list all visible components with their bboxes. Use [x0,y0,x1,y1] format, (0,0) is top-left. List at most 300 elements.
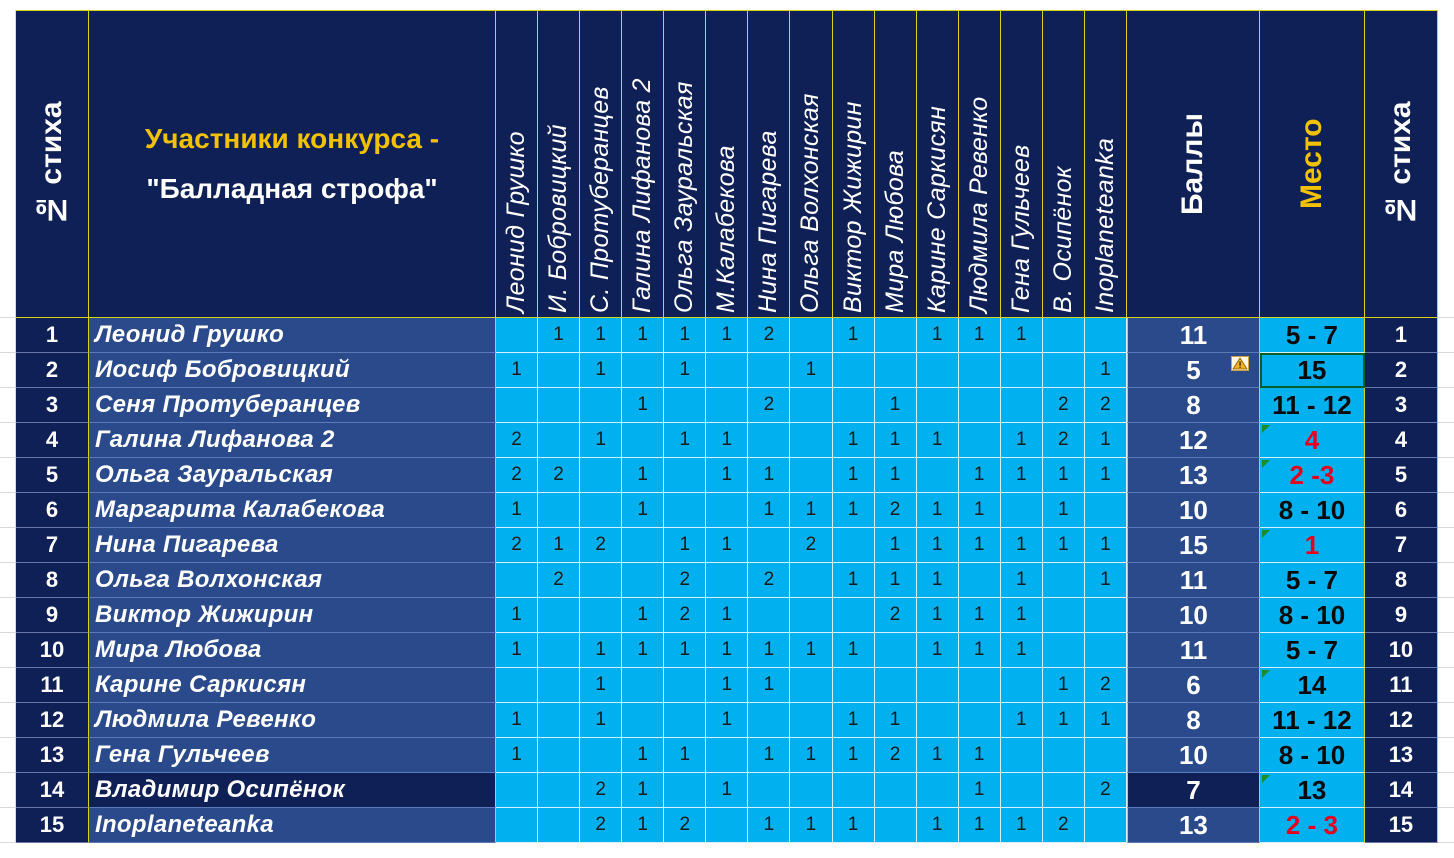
vote-cell[interactable] [580,598,622,633]
row-number-cell-right[interactable]: 4 [1365,423,1438,458]
vote-cell[interactable]: 1 [833,318,875,353]
vote-cell[interactable] [538,388,580,423]
vote-cell[interactable] [748,423,790,458]
warning-icon[interactable] [1231,356,1249,371]
vote-cell[interactable] [664,493,706,528]
row-number-cell[interactable]: 5 [16,458,89,493]
vote-cell[interactable] [917,773,959,808]
vote-cell[interactable]: 1 [496,493,538,528]
vote-cell[interactable] [622,668,664,703]
row-number-cell[interactable]: 12 [16,703,89,738]
vote-cell[interactable] [875,353,917,388]
vote-cell[interactable]: 1 [664,353,706,388]
vote-cell[interactable]: 2 [538,563,580,598]
row-number-cell[interactable]: 3 [16,388,89,423]
row-number-cell-right[interactable]: 7 [1365,528,1438,563]
row-number-cell[interactable]: 11 [16,668,89,703]
vote-cell[interactable]: 1 [1085,423,1127,458]
vote-cell[interactable] [538,423,580,458]
vote-cell[interactable] [1085,318,1127,353]
vote-cell[interactable]: 1 [875,528,917,563]
vote-cell[interactable] [538,668,580,703]
vote-cell[interactable]: 1 [580,703,622,738]
vote-cell[interactable] [1043,633,1085,668]
vote-cell[interactable]: 1 [706,423,748,458]
vote-cell[interactable]: 2 [664,808,706,843]
vote-cell[interactable] [664,668,706,703]
vote-cell[interactable] [538,703,580,738]
vote-cell[interactable]: 1 [580,668,622,703]
row-number-cell[interactable]: 15 [16,808,89,843]
vote-cell[interactable]: 1 [1085,528,1127,563]
vote-cell[interactable] [664,458,706,493]
vote-cell[interactable] [833,598,875,633]
vote-cell[interactable] [1001,493,1043,528]
vote-cell[interactable]: 1 [1001,563,1043,598]
header-judge-4[interactable] [622,10,664,318]
vote-cell[interactable] [790,458,832,493]
row-number-cell[interactable]: 4 [16,423,89,458]
vote-cell[interactable]: 1 [875,458,917,493]
vote-cell[interactable]: 1 [1001,423,1043,458]
vote-cell[interactable] [1043,563,1085,598]
vote-cell[interactable] [959,668,1001,703]
vote-cell[interactable]: 1 [496,633,538,668]
score-cell[interactable] [1127,598,1260,633]
vote-cell[interactable] [1001,738,1043,773]
place-cell[interactable] [1260,598,1365,633]
vote-cell[interactable]: 2 [496,528,538,563]
vote-cell[interactable] [833,388,875,423]
header-judge-15[interactable] [1085,10,1127,318]
row-number-cell[interactable]: 1 [16,318,89,353]
row-number-cell-right[interactable]: 2 [1365,353,1438,388]
vote-cell[interactable] [706,353,748,388]
place-cell[interactable] [1260,773,1365,808]
vote-cell[interactable]: 1 [1043,493,1085,528]
header-judge-2[interactable] [538,10,580,318]
row-number-cell[interactable]: 6 [16,493,89,528]
place-cell[interactable] [1260,423,1365,458]
vote-cell[interactable]: 1 [1085,703,1127,738]
vote-cell[interactable]: 1 [917,563,959,598]
score-cell[interactable] [1127,353,1260,388]
score-cell[interactable] [1127,388,1260,423]
vote-cell[interactable] [875,633,917,668]
score-cell[interactable] [1127,703,1260,738]
vote-cell[interactable]: 1 [748,668,790,703]
vote-cell[interactable] [1043,353,1085,388]
vote-cell[interactable]: 1 [790,738,832,773]
vote-cell[interactable] [875,808,917,843]
vote-cell[interactable] [706,563,748,598]
vote-cell[interactable] [959,423,1001,458]
vote-cell[interactable]: 1 [538,528,580,563]
vote-cell[interactable] [580,458,622,493]
vote-cell[interactable] [790,773,832,808]
vote-cell[interactable]: 1 [1001,598,1043,633]
participant-name-cell[interactable]: Виктор Жижирин [89,598,496,633]
participant-name-cell[interactable]: Ольга Зауральская [89,458,496,493]
vote-cell[interactable] [875,318,917,353]
vote-cell[interactable]: 1 [917,808,959,843]
vote-cell[interactable]: 1 [959,318,1001,353]
vote-cell[interactable] [917,353,959,388]
vote-cell[interactable] [833,528,875,563]
row-number-cell[interactable]: 13 [16,738,89,773]
place-cell[interactable] [1260,808,1365,843]
vote-cell[interactable]: 1 [833,633,875,668]
vote-cell[interactable] [580,738,622,773]
vote-cell[interactable] [1085,598,1127,633]
participant-name-cell[interactable]: Мира Любова [89,633,496,668]
vote-cell[interactable] [538,633,580,668]
vote-cell[interactable]: 1 [1001,318,1043,353]
vote-cell[interactable]: 1 [790,493,832,528]
header-num-label[interactable] [16,10,89,318]
vote-cell[interactable] [1043,318,1085,353]
vote-cell[interactable]: 1 [1001,808,1043,843]
header-judge-14[interactable] [1043,10,1085,318]
vote-cell[interactable]: 1 [664,738,706,773]
vote-cell[interactable]: 1 [917,423,959,458]
vote-cell[interactable] [538,808,580,843]
row-number-cell-right[interactable]: 5 [1365,458,1438,493]
vote-cell[interactable] [790,703,832,738]
place-cell[interactable] [1260,458,1365,493]
vote-cell[interactable]: 1 [1085,563,1127,598]
vote-cell[interactable] [706,808,748,843]
vote-cell[interactable] [748,598,790,633]
vote-cell[interactable] [622,563,664,598]
row-number-cell-right[interactable]: 3 [1365,388,1438,423]
vote-cell[interactable]: 2 [1043,808,1085,843]
vote-cell[interactable] [959,563,1001,598]
row-number-cell-right[interactable]: 10 [1365,633,1438,668]
vote-cell[interactable] [790,388,832,423]
vote-cell[interactable]: 1 [622,318,664,353]
vote-cell[interactable]: 1 [833,563,875,598]
participant-name-cell[interactable]: Сеня Протуберанцев [89,388,496,423]
participant-name-cell[interactable]: Владимир Осипёнок [89,773,496,808]
vote-cell[interactable] [496,773,538,808]
vote-cell[interactable] [1085,738,1127,773]
vote-cell[interactable]: 1 [1001,703,1043,738]
vote-cell[interactable]: 1 [622,388,664,423]
vote-cell[interactable]: 1 [706,458,748,493]
header-judge-13[interactable] [1001,10,1043,318]
vote-cell[interactable] [538,738,580,773]
vote-cell[interactable]: 2 [748,388,790,423]
vote-cell[interactable] [538,773,580,808]
vote-cell[interactable] [748,773,790,808]
header-judge-5[interactable] [664,10,706,318]
score-cell[interactable] [1127,528,1260,563]
vote-cell[interactable]: 1 [959,598,1001,633]
vote-cell[interactable]: 1 [959,633,1001,668]
row-number-cell-right[interactable]: 12 [1365,703,1438,738]
participant-name-cell[interactable]: Карине Саркисян [89,668,496,703]
score-cell[interactable] [1127,458,1260,493]
vote-cell[interactable]: 1 [748,458,790,493]
participant-name-cell[interactable]: Ольга Волхонская [89,563,496,598]
score-cell[interactable] [1127,668,1260,703]
header-judge-1[interactable] [496,10,538,318]
row-number-cell-right[interactable]: 15 [1365,808,1438,843]
vote-cell[interactable]: 2 [580,808,622,843]
vote-cell[interactable] [1001,388,1043,423]
vote-cell[interactable] [959,703,1001,738]
header-score-label[interactable] [1127,10,1260,318]
vote-cell[interactable]: 1 [496,598,538,633]
place-cell[interactable] [1260,633,1365,668]
header-title[interactable] [89,10,496,318]
vote-cell[interactable] [706,493,748,528]
vote-cell[interactable]: 2 [875,493,917,528]
row-number-cell[interactable]: 7 [16,528,89,563]
vote-cell[interactable]: 1 [959,773,1001,808]
vote-cell[interactable]: 1 [748,738,790,773]
place-cell[interactable] [1260,703,1365,738]
header-num-label-right[interactable] [1365,10,1438,318]
vote-cell[interactable]: 1 [875,388,917,423]
vote-cell[interactable] [538,493,580,528]
vote-cell[interactable]: 1 [706,633,748,668]
vote-cell[interactable]: 2 [748,318,790,353]
vote-cell[interactable] [538,353,580,388]
vote-cell[interactable]: 1 [706,773,748,808]
vote-cell[interactable] [917,668,959,703]
vote-cell[interactable] [1085,493,1127,528]
vote-cell[interactable] [917,388,959,423]
vote-cell[interactable] [790,423,832,458]
vote-cell[interactable]: 2 [1043,388,1085,423]
participant-name-cell[interactable]: Иосиф Бобровицкий [89,353,496,388]
participant-name-cell[interactable]: Нина Пигарева [89,528,496,563]
vote-cell[interactable]: 1 [1001,633,1043,668]
vote-cell[interactable]: 2 [1043,423,1085,458]
vote-cell[interactable]: 1 [833,423,875,458]
row-number-cell[interactable]: 2 [16,353,89,388]
vote-cell[interactable] [959,353,1001,388]
vote-cell[interactable]: 1 [959,808,1001,843]
vote-cell[interactable] [580,493,622,528]
vote-cell[interactable]: 1 [875,423,917,458]
vote-cell[interactable] [622,528,664,563]
header-judge-7[interactable] [748,10,790,318]
vote-cell[interactable]: 1 [664,423,706,458]
vote-cell[interactable]: 2 [875,598,917,633]
vote-cell[interactable] [1043,598,1085,633]
row-number-cell[interactable]: 9 [16,598,89,633]
vote-cell[interactable]: 2 [748,563,790,598]
vote-cell[interactable] [790,563,832,598]
vote-cell[interactable]: 1 [790,353,832,388]
vote-cell[interactable] [622,423,664,458]
participant-name-cell[interactable]: Маргарита Калабекова [89,493,496,528]
vote-cell[interactable] [833,668,875,703]
vote-cell[interactable]: 2 [580,773,622,808]
header-judge-11[interactable] [917,10,959,318]
vote-cell[interactable] [664,388,706,423]
place-cell[interactable] [1260,493,1365,528]
place-cell[interactable] [1260,563,1365,598]
vote-cell[interactable]: 2 [790,528,832,563]
vote-cell[interactable]: 2 [664,563,706,598]
participant-name-cell[interactable]: Галина Лифанова 2 [89,423,496,458]
vote-cell[interactable]: 1 [748,808,790,843]
vote-cell[interactable] [875,668,917,703]
vote-cell[interactable] [833,773,875,808]
row-number-cell[interactable]: 8 [16,563,89,598]
row-number-cell-right[interactable]: 1 [1365,318,1438,353]
vote-cell[interactable] [790,668,832,703]
vote-cell[interactable] [1085,633,1127,668]
vote-cell[interactable] [748,703,790,738]
header-judge-10[interactable] [875,10,917,318]
row-number-cell-right[interactable]: 13 [1365,738,1438,773]
vote-cell[interactable] [706,738,748,773]
vote-cell[interactable]: 1 [622,598,664,633]
vote-cell[interactable]: 1 [959,738,1001,773]
vote-cell[interactable]: 1 [580,423,622,458]
vote-cell[interactable] [1001,668,1043,703]
participant-name-cell[interactable]: Inoplaneteanka [89,808,496,843]
vote-cell[interactable] [833,353,875,388]
vote-cell[interactable]: 1 [664,633,706,668]
vote-cell[interactable]: 1 [580,353,622,388]
place-cell[interactable] [1260,738,1365,773]
score-cell[interactable] [1127,493,1260,528]
vote-cell[interactable]: 1 [790,633,832,668]
header-judge-8[interactable] [790,10,832,318]
vote-cell[interactable]: 1 [664,528,706,563]
vote-cell[interactable] [664,773,706,808]
vote-cell[interactable]: 1 [875,563,917,598]
score-cell[interactable] [1127,633,1260,668]
vote-cell[interactable]: 1 [496,703,538,738]
vote-cell[interactable]: 1 [622,493,664,528]
vote-cell[interactable]: 1 [706,598,748,633]
vote-cell[interactable] [748,528,790,563]
vote-cell[interactable]: 1 [496,353,538,388]
vote-cell[interactable]: 1 [748,493,790,528]
row-number-cell-right[interactable]: 6 [1365,493,1438,528]
vote-cell[interactable] [496,318,538,353]
vote-cell[interactable]: 1 [622,633,664,668]
vote-cell[interactable]: 1 [1043,703,1085,738]
vote-cell[interactable] [706,388,748,423]
score-cell[interactable] [1127,423,1260,458]
vote-cell[interactable] [1001,773,1043,808]
vote-cell[interactable]: 1 [622,773,664,808]
vote-cell[interactable]: 1 [706,703,748,738]
vote-cell[interactable]: 1 [959,458,1001,493]
participant-name-cell[interactable]: Леонид Грушко [89,318,496,353]
vote-cell[interactable]: 2 [1085,668,1127,703]
vote-cell[interactable]: 1 [833,738,875,773]
vote-cell[interactable] [790,598,832,633]
vote-cell[interactable]: 2 [1085,388,1127,423]
place-cell[interactable] [1260,668,1365,703]
vote-cell[interactable]: 1 [1085,458,1127,493]
vote-cell[interactable] [1043,738,1085,773]
row-number-cell[interactable]: 10 [16,633,89,668]
score-cell[interactable] [1127,738,1260,773]
vote-cell[interactable]: 1 [706,528,748,563]
vote-cell[interactable]: 1 [622,458,664,493]
vote-cell[interactable]: 1 [496,738,538,773]
vote-cell[interactable]: 1 [917,633,959,668]
vote-cell[interactable] [496,668,538,703]
vote-cell[interactable]: 2 [496,423,538,458]
place-cell[interactable] [1260,528,1365,563]
vote-cell[interactable] [538,598,580,633]
vote-cell[interactable]: 1 [959,528,1001,563]
vote-cell[interactable] [1001,353,1043,388]
vote-cell[interactable] [622,703,664,738]
row-number-cell-right[interactable]: 11 [1365,668,1438,703]
row-number-cell-right[interactable]: 8 [1365,563,1438,598]
vote-cell[interactable]: 1 [538,318,580,353]
vote-cell[interactable]: 1 [833,458,875,493]
vote-cell[interactable] [917,458,959,493]
header-place-label[interactable] [1260,10,1365,318]
header-judge-9[interactable] [833,10,875,318]
vote-cell[interactable] [496,808,538,843]
vote-cell[interactable] [1043,773,1085,808]
vote-cell[interactable]: 1 [875,703,917,738]
vote-cell[interactable]: 1 [917,318,959,353]
vote-cell[interactable] [496,388,538,423]
vote-cell[interactable] [875,773,917,808]
vote-cell[interactable]: 1 [790,808,832,843]
vote-cell[interactable]: 2 [875,738,917,773]
place-cell[interactable] [1260,353,1365,388]
vote-cell[interactable]: 1 [1085,353,1127,388]
vote-cell[interactable] [748,353,790,388]
header-judge-3[interactable] [580,10,622,318]
vote-cell[interactable]: 1 [580,318,622,353]
header-judge-6[interactable] [706,10,748,318]
vote-cell[interactable] [664,703,706,738]
vote-cell[interactable]: 1 [706,668,748,703]
vote-cell[interactable] [580,563,622,598]
vote-cell[interactable]: 1 [706,318,748,353]
participant-name-cell[interactable]: Гена Гульчеев [89,738,496,773]
row-number-cell[interactable]: 14 [16,773,89,808]
vote-cell[interactable]: 1 [917,528,959,563]
vote-cell[interactable]: 1 [1043,668,1085,703]
vote-cell[interactable] [1085,808,1127,843]
vote-cell[interactable]: 2 [496,458,538,493]
score-cell[interactable] [1127,563,1260,598]
vote-cell[interactable] [622,353,664,388]
score-cell[interactable] [1127,318,1260,353]
vote-cell[interactable]: 2 [580,528,622,563]
vote-cell[interactable]: 1 [959,493,1001,528]
score-cell[interactable] [1127,773,1260,808]
vote-cell[interactable]: 2 [1085,773,1127,808]
vote-cell[interactable]: 1 [833,493,875,528]
vote-cell[interactable]: 1 [917,738,959,773]
vote-cell[interactable]: 1 [1043,458,1085,493]
vote-cell[interactable]: 1 [917,493,959,528]
vote-cell[interactable]: 1 [833,808,875,843]
vote-cell[interactable]: 2 [664,598,706,633]
vote-cell[interactable]: 1 [833,703,875,738]
score-cell[interactable] [1127,808,1260,843]
